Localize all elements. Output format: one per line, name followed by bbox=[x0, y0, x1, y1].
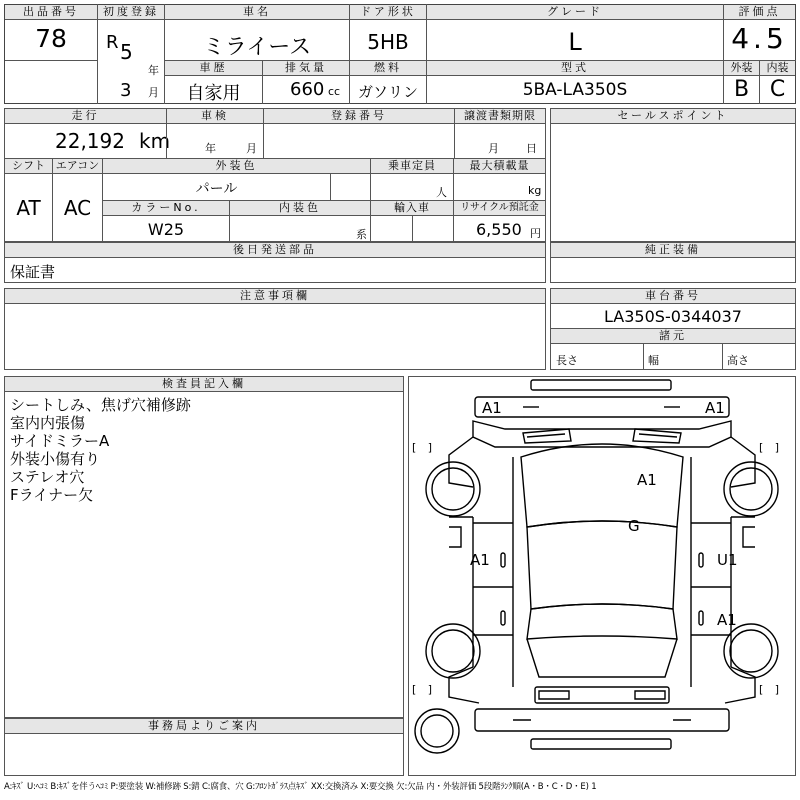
interior-color-header: 内装色 bbox=[230, 201, 370, 216]
later-parts-header: 後日発送部品 bbox=[5, 243, 545, 258]
inspector-header: 検査員記入欄 bbox=[5, 377, 403, 392]
transfer-month-unit: 月 bbox=[488, 142, 499, 155]
car-name-header: 車名 bbox=[165, 5, 349, 20]
model-header: 型式 bbox=[427, 61, 723, 76]
inspector-note: Fライナー欠 bbox=[10, 486, 94, 504]
inspector-note: 外装小傷有り bbox=[10, 450, 101, 468]
recycle-header: リサイクル預託金 bbox=[454, 201, 545, 216]
shift-value: AT bbox=[16, 196, 41, 220]
height-label: 高さ bbox=[727, 354, 749, 367]
damage-mark-glass: G bbox=[628, 517, 640, 535]
length-label: 長さ bbox=[556, 354, 578, 367]
grade-header: グレード bbox=[427, 5, 723, 20]
mileage-value: 22,192 bbox=[55, 129, 125, 153]
reg-year: 5 bbox=[120, 40, 133, 64]
max-load-unit: kg bbox=[528, 184, 542, 197]
inspector-note: シートしみ、焦げ穴補修跡 bbox=[10, 396, 191, 414]
transfer-header: 譲渡書類期限 bbox=[455, 109, 545, 124]
int-grade-value: C bbox=[769, 77, 786, 102]
caution-header: 注意事項欄 bbox=[5, 289, 545, 304]
score-value: 4.5 bbox=[731, 22, 788, 55]
damage-mark-roof: A1 bbox=[637, 471, 657, 489]
color-no-header: カラーNo. bbox=[103, 201, 229, 216]
history-header: 車歴 bbox=[165, 61, 262, 76]
bracket-mark: [ ] bbox=[412, 683, 437, 696]
reg-month-unit: 月 bbox=[148, 86, 159, 99]
damage-mark-left-door: A1 bbox=[470, 551, 490, 569]
aircon-value: AC bbox=[63, 196, 92, 220]
recycle-unit: 円 bbox=[530, 227, 541, 240]
import-header: 輸入車 bbox=[371, 201, 453, 216]
office-header: 事務局よりご案内 bbox=[5, 719, 403, 734]
ext-grade-value: B bbox=[733, 77, 750, 102]
bracket-mark: [ ] bbox=[759, 683, 784, 696]
dims-header: 諸元 bbox=[551, 329, 795, 344]
ext-grade-header: 外装 bbox=[724, 61, 759, 76]
damage-mark-right-door: U1 bbox=[717, 551, 738, 569]
shift-header: シフト bbox=[5, 159, 52, 174]
later-parts-value: 保証書 bbox=[10, 263, 56, 281]
chassis-header: 車台番号 bbox=[551, 289, 795, 304]
sales-point-header: セールスポイント bbox=[551, 109, 795, 124]
lot-number: 78 bbox=[35, 24, 67, 53]
door-header: ドア形状 bbox=[350, 5, 426, 20]
registration-header: 登録番号 bbox=[264, 109, 454, 124]
bracket-mark: [ ] bbox=[412, 441, 437, 454]
mileage-unit: km bbox=[139, 129, 171, 153]
bracket-mark: [ ] bbox=[759, 441, 784, 454]
inspector-note: 室内内張傷 bbox=[10, 414, 86, 432]
displacement-header: 排気量 bbox=[263, 61, 349, 76]
damage-mark-front-right: A1 bbox=[705, 399, 725, 417]
score-header: 評価点 bbox=[724, 5, 795, 20]
history-value: 自家用 bbox=[186, 83, 241, 104]
lot-number-header: 出品番号 bbox=[5, 5, 97, 20]
car-name: ミライース bbox=[202, 35, 312, 60]
inspector-note: サイドミラーA bbox=[10, 432, 110, 450]
inspection-header: 車検 bbox=[167, 109, 263, 124]
fuel-header: 燃料 bbox=[350, 61, 426, 76]
fuel-value: ガソリン bbox=[357, 83, 418, 101]
color-no-value: W25 bbox=[147, 220, 185, 239]
max-load-header: 最大積載量 bbox=[454, 159, 545, 174]
damage-mark-right-rear-door: A1 bbox=[717, 611, 737, 629]
exterior-color-header: 外装色 bbox=[103, 159, 370, 174]
width-label: 幅 bbox=[648, 354, 659, 367]
exterior-color-value: パール bbox=[195, 181, 238, 197]
aircon-header: エアコン bbox=[53, 159, 102, 174]
interior-color-unit: 系 bbox=[356, 228, 367, 241]
legend-text: A:ｷｽﾞ U:ﾍｺﾐ B:ｷｽﾞを伴うﾍｺﾐ P:要塗装 W:補修跡 S:錆 C:腐食、穴 G:ﾌﾛﾝﾄｶﾞﾗｽ点ｷｽﾞ XX:交換済み X:要交換 欠:欠品 内・外装評価 5段階ﾗﾝｸ順(A・B・C・D・E) 1 bbox=[4, 782, 597, 792]
int-grade-header: 内装 bbox=[760, 61, 795, 76]
inspector-note: ステレオ穴 bbox=[10, 468, 85, 486]
capacity-unit: 人 bbox=[436, 186, 447, 199]
damage-diagram bbox=[408, 376, 796, 776]
reg-month: 3 bbox=[120, 80, 132, 101]
damage-mark-front-left: A1 bbox=[482, 399, 502, 417]
first-reg-header: 初度登録 bbox=[98, 5, 164, 20]
grade-value: L bbox=[568, 28, 582, 56]
inspection-month-unit: 月 bbox=[246, 142, 257, 155]
sales-point-box bbox=[550, 108, 796, 242]
reg-year-unit: 年 bbox=[148, 64, 159, 77]
recycle-value: 6,550 bbox=[476, 220, 522, 239]
displacement-unit: cc bbox=[328, 85, 341, 98]
displacement-value: 660 bbox=[290, 79, 325, 100]
mileage-header: 走行 bbox=[5, 109, 166, 124]
genuine-equipment-header: 純正装備 bbox=[551, 243, 795, 258]
era-letter: R bbox=[106, 32, 119, 53]
model-value: 5BA-LA350S bbox=[522, 80, 628, 100]
transfer-day-unit: 日 bbox=[526, 142, 537, 155]
inspection-year-unit: 年 bbox=[205, 142, 216, 155]
capacity-header: 乗車定員 bbox=[371, 159, 453, 174]
door-value: 5HB bbox=[367, 30, 409, 54]
chassis-number: LA350S-0344037 bbox=[604, 307, 742, 326]
